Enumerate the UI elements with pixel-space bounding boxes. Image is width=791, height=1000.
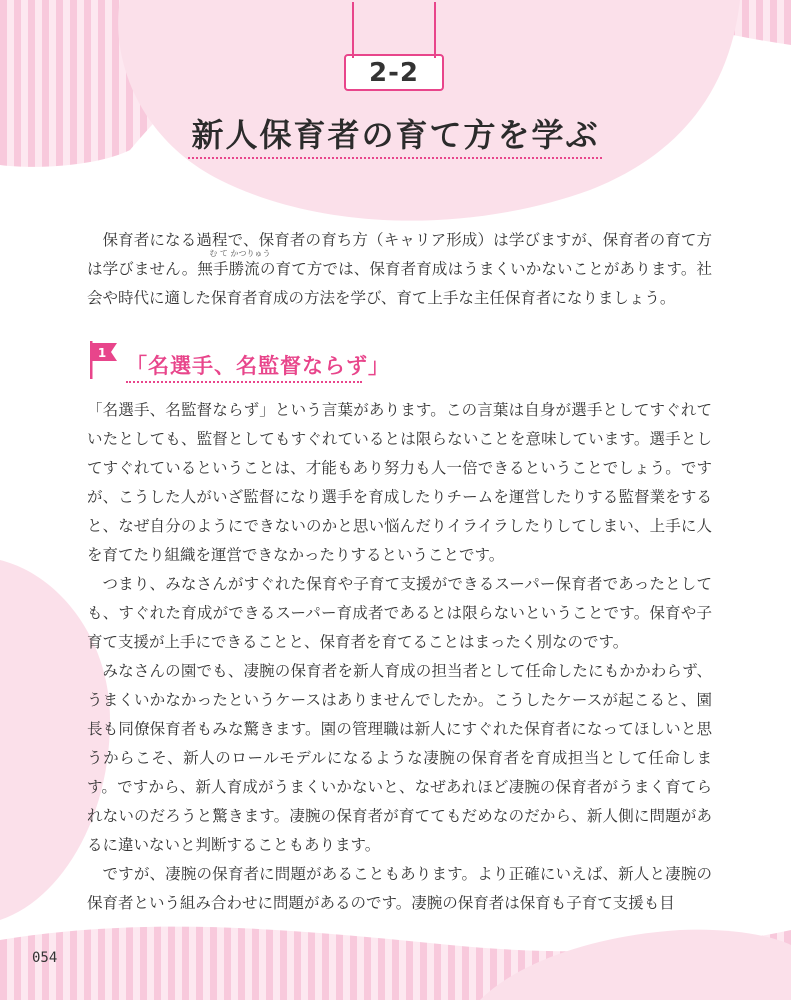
ruby-reading: む て かつりゅう [209,249,271,258]
ruby-word [197,249,271,278]
page-number: 054 [32,950,58,966]
section-flag-icon [87,335,123,381]
title-underline [188,157,602,159]
body-paragraph: みなさんの園でも、凄腕の保育者を新人育成の担当者として任命したにもかかわらず、うまくいかなかったというケースはありませんでしたか。こうしたケースが起こると、園長も同僚保育者もみな驚きます。園の管理職は新人にすぐれた保育者になってほしいと思うからこそ、新人のロールモデルになるような凄腕の保育者を育成担当として任命します。ですから、新人育成がうまくいかないと、なぜあれほど凄腕の保育者がうまく育てられないのだろうと驚きます。凄腕の保育者が育ててもだめなのだから、新人側に問題があるに違いないと判断することもあります。 [87,662,712,854]
ruby-base: 無手勝流 [197,260,260,278]
page-title: 新人保育者の育て方を学ぶ [191,116,600,154]
intro-text-after: の育て方では、保育者育成はうまくいかないことがあります。社会や時代に適した保育者育成の方法を学び、育て上手な主任保育者になりましょう。 [87,260,712,307]
body-paragraph: 「名選手、名監督ならず」という言葉があります。この言葉は自身が選手としてすぐれていたとしても、監督としてもすぐれているとは限らないことを意味しています。選手としてすぐれているということは、才能もあり努力も人一倍できるということでしょう。ですが、こうした人がいざ監督になり選手を育成したりチームを運営したりする監督業をすると、なぜ自分のようにできないのかと思い悩んだりイライラしたりしてしまい、上手に人を育てたり組織を運営できなかったりするということです。 [87,401,712,564]
chapter-number: 2-2 [369,57,419,88]
intro-paragraph [87,226,712,313]
hanging-string-right [434,2,436,58]
section-underline [126,381,362,383]
intro-text-before: 保育者になる過程で、保育者の育ち方（キャリア形成）は学びますが、保育者の育て方は学びません。 [87,231,712,278]
section-number: 1 [97,346,107,360]
hanging-string-left [352,2,354,58]
section-body [87,396,712,918]
body-paragraph: ですが、凄腕の保育者に問題があることもあります。より正確にいえば、新人と凄腕の保育者という組み合わせに問題があるのです。凄腕の保育者は保育も子育て支援も目 [87,865,712,912]
body-paragraph: つまり、みなさんがすぐれた保育や子育て支援ができるスーパー保育者であったとしても、すぐれた育成ができるスーパー育成者であるとは限らないということです。保育や子育て支援が上手にできることと、保育者を育てることはまったく別なのです。 [87,575,712,651]
section-heading: 「名選手、名監督ならず」 [126,354,390,378]
chapter-number-box [344,54,444,91]
